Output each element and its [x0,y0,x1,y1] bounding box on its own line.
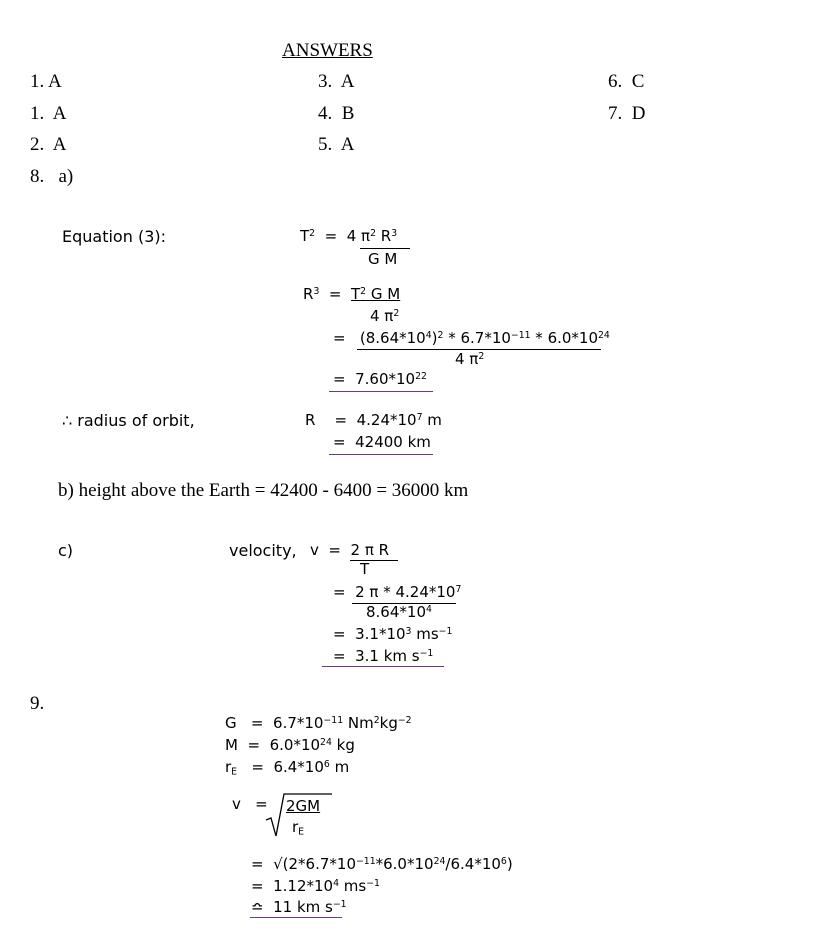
formula-r-cubed: $R^3 = T^2$ G M [303,285,401,303]
formula-radius-km: = 42400 km [333,433,431,451]
formula-velocity-result: = $3.1*10^3$ $ms^{-1}$ [333,625,453,643]
fraction-bar [350,560,398,561]
part-b-text: b) height above the Earth = 42400 - 6400 = 36000 km [58,480,469,501]
answer-letter: D [631,103,646,124]
answer-number: 5. [318,134,333,155]
part-a-label: a) [58,166,74,187]
answer-item [30,71,62,93]
formula-escape-kms: ≏ 11 km $s^{-1}$ [251,898,347,916]
formula-t-squared: $T^2 = 4$ $\pi^2$ $R^3$ [300,227,398,245]
formula-numerator: 2GM [286,797,321,815]
formula-escape-result: = $1.12*10^4$ $ms^{-1}$ [251,877,380,895]
formula-substitution: = $(8.64*10^4)^2 * 6.7*10^{-11} * 6.0*10^{24}$ [333,329,610,347]
answer-item [318,134,354,156]
given-re: $r_E = 6.4*10^6$ m [225,758,350,778]
answer-letter: A [340,134,355,155]
answer-number: 7. [608,103,623,124]
question-number: 8. [30,166,45,187]
formula-result: = $7.60*10^{22}$ [333,370,427,388]
result-underline [322,666,444,667]
formula-velocity-kms: = 3.1 km $s^{-1}$ [333,647,434,665]
answer-number: 4. [318,103,333,124]
question-9-heading: 9. [30,693,45,714]
answer-number: 1. [30,103,45,124]
answer-number: 1. [30,71,45,92]
therefore-label: ∴ radius of orbit, [62,411,195,430]
given-m: $M = 6.0*10^{24}$ kg [225,736,355,754]
answer-number: 3. [318,71,333,92]
formula-denominator: 4 $\pi^2$ [370,307,400,325]
formula-denominator: $8.64*10^4$ [366,603,432,621]
equation-label: Equation (3): [62,227,166,246]
fraction-bar [360,248,410,249]
answer-letter: A [52,134,67,155]
formula-escape-sub: = $√(2*6.7*10^{-11}*6.0*10^{24}/6.4*10^6)$ [251,855,513,873]
answer-item [318,71,354,93]
answer-number: 6. [608,71,623,92]
answer-letter: B [341,103,355,124]
result-underline [250,917,342,918]
formula-radius: R = $4.24*10^7$ m [305,411,442,429]
page-title: ANSWERS [282,40,373,61]
answer-item [30,134,66,156]
formula-denominator: G M [368,250,398,268]
result-underline [329,454,433,455]
formula-velocity-sub: = 2 π * $4.24*10^7$ [333,583,462,601]
given-g: $G = 6.7*10^{-11}$ $Nm^2kg^{-2}$ [225,714,412,732]
answer-letter: A [52,103,67,124]
formula-denominator: $r_E$ [292,818,305,838]
question-8-heading [30,166,73,188]
part-c-label: c) [58,541,74,560]
answer-letter: C [631,71,645,92]
answer-letter: A [47,71,62,92]
answer-item [318,103,354,125]
answer-number: 2. [30,134,45,155]
result-underline [329,391,433,392]
answer-letter: A [340,71,355,92]
formula-escape-velocity: v = [232,795,268,813]
answer-item [608,71,644,93]
formula-velocity: v = 2 π R [310,541,390,559]
answer-item [30,103,66,125]
formula-denominator: T [360,560,370,578]
velocity-label: velocity, [229,541,297,560]
formula-denominator: 4 $\pi^2$ [455,350,485,368]
answer-item [608,103,645,125]
